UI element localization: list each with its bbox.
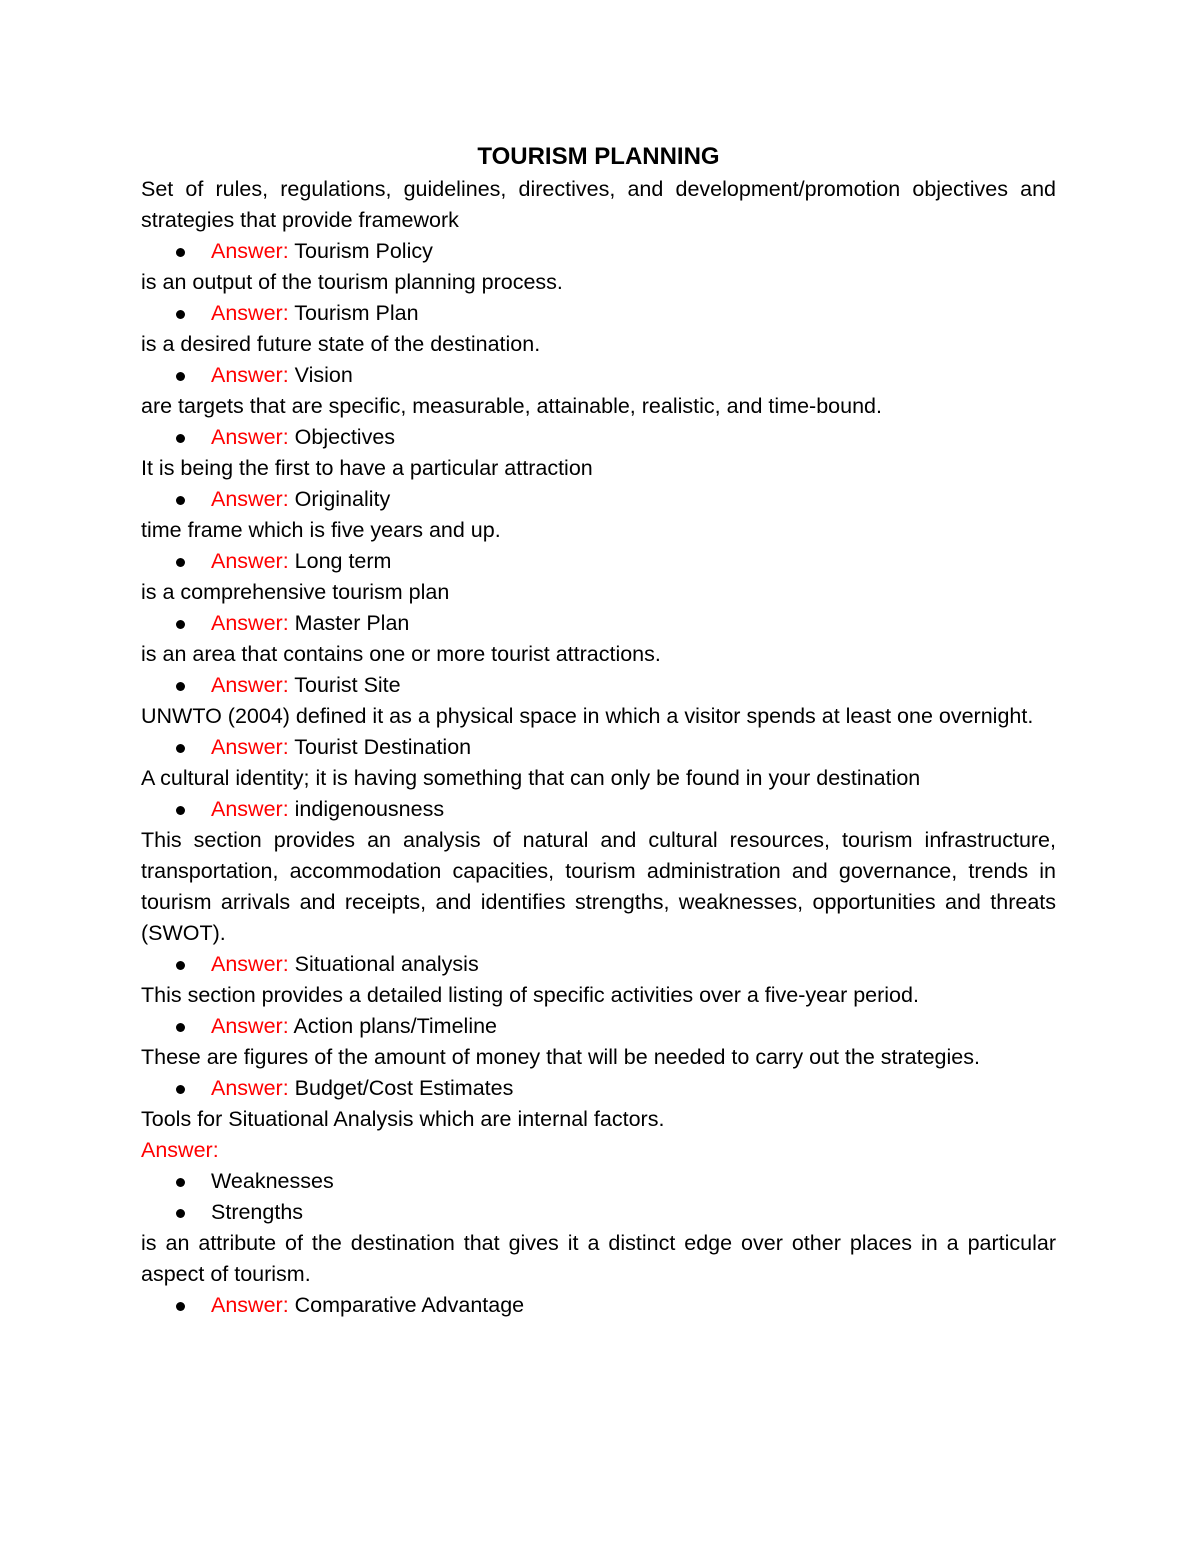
answer-list bbox=[141, 949, 1056, 980]
answer-list bbox=[141, 608, 1056, 639]
answer-item bbox=[141, 422, 1056, 453]
answer-item bbox=[141, 298, 1056, 329]
answer-prefix: Answer: bbox=[211, 239, 289, 263]
answer-item bbox=[141, 608, 1056, 639]
answer-prefix: Answer: bbox=[211, 1014, 289, 1038]
answer-text: Vision bbox=[294, 363, 353, 387]
answer-list bbox=[141, 1073, 1056, 1104]
answer-prefix: Answer: bbox=[211, 952, 289, 976]
question-text: is an output of the tourism planning process. bbox=[141, 270, 563, 294]
answer-list bbox=[141, 236, 1056, 267]
question-text: A cultural identity; it is having something that can only be found in your destination bbox=[141, 766, 921, 790]
answer-item bbox=[141, 1290, 1056, 1321]
answer-label bbox=[141, 1135, 1056, 1166]
answer-prefix: Answer: bbox=[211, 797, 289, 821]
answer-list bbox=[141, 360, 1056, 391]
answer-text: Tourist Destination bbox=[294, 735, 472, 759]
answer-text: Master Plan bbox=[294, 611, 410, 635]
answer-prefix: Answer: bbox=[211, 611, 289, 635]
answer-prefix: Answer: bbox=[211, 301, 289, 325]
qa-list bbox=[141, 174, 1056, 1104]
question-text: This section provides a detailed listing of specific activities over a five-year period. bbox=[141, 983, 919, 1007]
answer-list bbox=[141, 546, 1056, 577]
answer-prefix: Answer: bbox=[211, 363, 289, 387]
answer-prefix: Answer: bbox=[141, 1138, 219, 1162]
answer-list bbox=[141, 670, 1056, 701]
answer-prefix: Answer: bbox=[211, 673, 289, 697]
question-text: is a comprehensive tourism plan bbox=[141, 580, 450, 604]
question-text: is a desired future state of the destination. bbox=[141, 332, 541, 356]
answer-prefix: Answer: bbox=[211, 1293, 289, 1317]
question-text: UNWTO (2004) defined it as a physical space in which a visitor spends at least one overnight. bbox=[141, 704, 1034, 728]
question-text: is an area that contains one or more tourist attractions. bbox=[141, 642, 661, 666]
answer-list bbox=[141, 794, 1056, 825]
question-internal-factors: Tools for Situational Analysis which are internal factors. bbox=[141, 1107, 665, 1131]
answer-prefix: Answer: bbox=[211, 425, 289, 449]
answer-list bbox=[141, 1011, 1056, 1042]
answer-list bbox=[141, 1166, 1056, 1228]
answer-prefix: Answer: bbox=[211, 549, 289, 573]
question-text: It is being the first to have a particular attraction bbox=[141, 456, 593, 480]
answer-item bbox=[141, 670, 1056, 701]
question-comparative-advantage: is an attribute of the destination that gives it a distinct edge over other places in a particular aspect of tourism. bbox=[141, 1231, 1056, 1286]
answer-text: Action plans/Timeline bbox=[293, 1014, 498, 1038]
answer-text: Tourism Policy bbox=[294, 239, 433, 263]
answer-text: Comparative Advantage bbox=[294, 1293, 525, 1317]
answer-list bbox=[141, 484, 1056, 515]
answer-text: Tourist Site bbox=[294, 673, 401, 697]
answer-list bbox=[141, 1290, 1056, 1321]
answer-item: Weaknesses bbox=[141, 1166, 1056, 1197]
question-text: time frame which is five years and up. bbox=[141, 518, 501, 542]
answer-item bbox=[141, 794, 1056, 825]
answer-item bbox=[141, 949, 1056, 980]
answer-text: Budget/Cost Estimates bbox=[294, 1076, 514, 1100]
question-text: This section provides an analysis of natural and cultural resources, tourism infrastructure, transportation, accommodation capacities, tourism administration and governance, trends in tourism arrivals and receipts, and identifies strengths, weaknesses, opportunities and threats (SWOT). bbox=[141, 828, 1056, 945]
answer-item bbox=[141, 236, 1056, 267]
answer-item: Strengths bbox=[141, 1197, 1056, 1228]
answer-item bbox=[141, 1011, 1056, 1042]
answer-item bbox=[141, 1073, 1056, 1104]
answer-item bbox=[141, 484, 1056, 515]
answer-prefix: Answer: bbox=[211, 1076, 289, 1100]
answer-text: Situational analysis bbox=[294, 952, 479, 976]
question-text: Set of rules, regulations, guidelines, directives, and development/promotion objectives and strategies that provide framework bbox=[141, 177, 1056, 232]
answer-prefix: Answer: bbox=[211, 735, 289, 759]
answer-item bbox=[141, 546, 1056, 577]
document-page bbox=[141, 140, 1056, 1321]
answer-text: indigenousness bbox=[294, 797, 445, 821]
answer-list bbox=[141, 298, 1056, 329]
answer-text: Originality bbox=[294, 487, 391, 511]
question-text: are targets that are specific, measurable, attainable, realistic, and time-bound. bbox=[141, 394, 882, 418]
page-title: TOURISM PLANNING bbox=[477, 143, 720, 170]
answer-item bbox=[141, 360, 1056, 391]
answer-text: Tourism Plan bbox=[294, 301, 419, 325]
answer-text: Long term bbox=[294, 549, 392, 573]
answer-text: Objectives bbox=[294, 425, 396, 449]
answer-list bbox=[141, 732, 1056, 763]
question-text: These are figures of the amount of money that will be needed to carry out the strategies. bbox=[141, 1045, 980, 1069]
answer-item bbox=[141, 732, 1056, 763]
answer-prefix: Answer: bbox=[211, 487, 289, 511]
answer-list bbox=[141, 422, 1056, 453]
